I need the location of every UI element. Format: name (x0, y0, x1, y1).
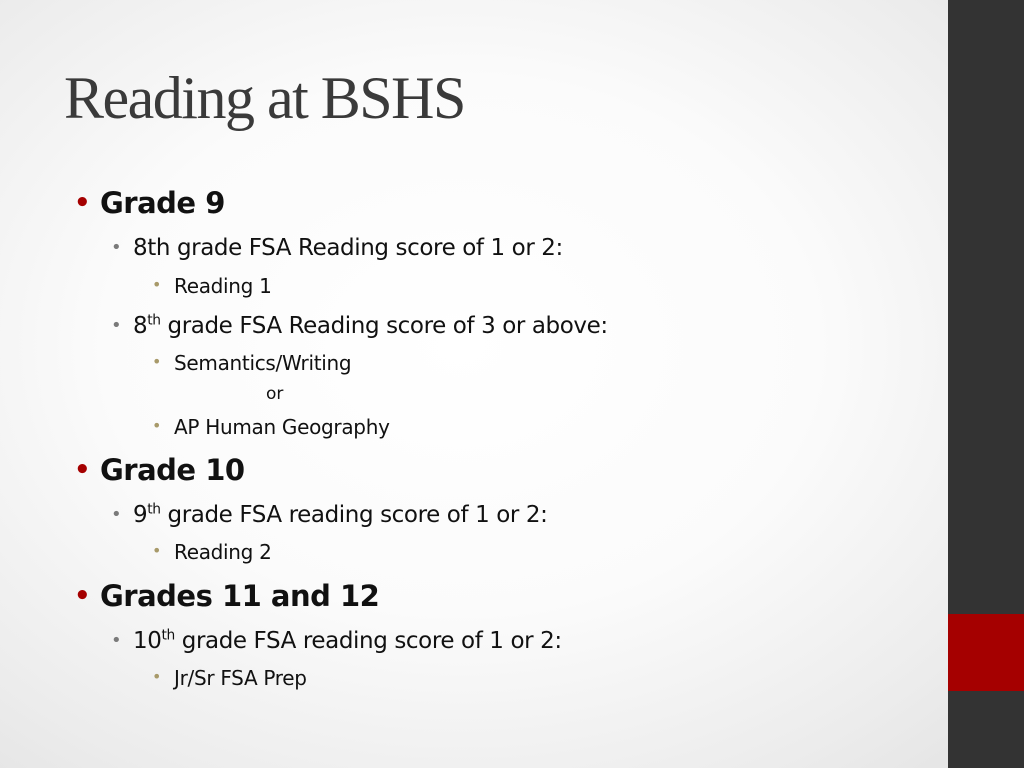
superscript: th (161, 627, 175, 644)
bullet-grade-9 (74, 186, 225, 220)
slide-title: Reading at BSHS (64, 65, 465, 131)
bullet-icon: • (152, 541, 162, 560)
bullet-icon: • (111, 630, 122, 651)
sub-sub-bullet-ap-geography (152, 415, 390, 439)
bullet-text: Grades 11 and 12 (100, 579, 380, 613)
bullet-text: grade FSA reading score of 1 or 2: (160, 502, 548, 528)
bullet-text: grade FSA reading score of 1 or 2: (174, 628, 562, 654)
bullet-text: Reading 2 (174, 540, 272, 564)
bullet-icon: • (152, 667, 162, 686)
bullet-icon: • (74, 188, 91, 218)
or-text: or (266, 384, 284, 404)
bullet-text: AP Human Geography (174, 415, 390, 439)
bullet-grades-11-12 (74, 579, 380, 613)
superscript: th (147, 312, 161, 329)
bullet-text: Grade 10 (100, 453, 245, 487)
bullet-text: 10 (133, 628, 162, 654)
sub-bullet-8th-low (111, 234, 563, 262)
sub-sub-bullet-fsa-prep (152, 666, 307, 690)
or-separator (266, 384, 283, 404)
bullet-text: 9 (133, 502, 148, 528)
sidebar-accent-block (948, 614, 1024, 691)
sub-bullet-8th-high (111, 312, 608, 340)
bullet-text: 8 (133, 313, 148, 339)
bullet-icon: • (152, 416, 162, 435)
bullet-icon: • (111, 504, 122, 525)
bullet-text: grade FSA Reading score of 1 or 2: (170, 235, 563, 261)
bullet-grade-10 (74, 453, 245, 487)
sub-sub-bullet-semantics (152, 351, 352, 375)
bullet-text: Semantics/Writing (174, 351, 352, 375)
bullet-icon: • (111, 315, 122, 336)
sub-sub-bullet-reading-1 (152, 274, 272, 298)
bullet-text: Reading 1 (174, 274, 272, 298)
bullet-icon: • (74, 455, 91, 485)
bullet-text: 8th (133, 235, 171, 261)
bullet-icon: • (152, 352, 162, 371)
bullet-icon: • (74, 581, 91, 611)
side-bar (948, 0, 1024, 768)
sub-sub-bullet-reading-2 (152, 540, 272, 564)
sub-bullet-10th (111, 627, 562, 655)
bullet-icon: • (111, 237, 122, 258)
sub-bullet-9th (111, 501, 548, 529)
bullet-text: grade FSA Reading score of 3 or above: (160, 313, 608, 339)
superscript: th (147, 501, 161, 518)
bullet-icon: • (152, 275, 162, 294)
bullet-text: Jr/Sr FSA Prep (174, 666, 307, 690)
bullet-text: Grade 9 (100, 186, 225, 220)
